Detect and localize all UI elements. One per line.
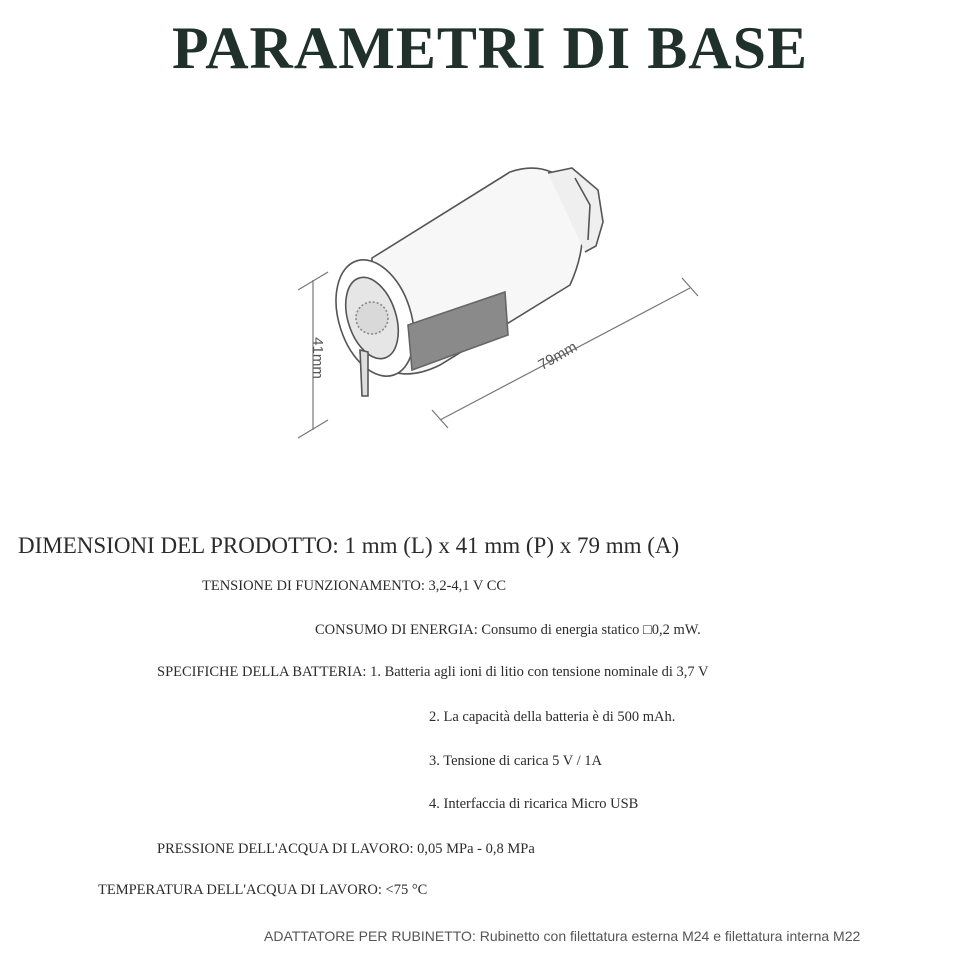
height-label: 41mm [309,337,326,379]
product-dimensions: DIMENSIONI DEL PRODOTTO: 1 mm (L) x 41 mm (P) x 79 mm (A) [18,533,680,558]
spec-charge-interface: 4. Interfaccia di ricarica Micro USB [429,796,639,812]
product-dimension-diagram [250,150,730,470]
spec-charge-voltage: 3. Tensione di carica 5 V / 1A [429,753,602,769]
page-title: PARAMETRI DI BASE [172,15,808,81]
spec-power: CONSUMO DI ENERGIA: Consumo di energia statico □0,2 mW. [315,622,701,638]
spec-battery: SPECIFICHE DELLA BATTERIA: 1. Batteria agli ioni di litio con tensione nominale di 3,7 V [157,664,709,680]
spec-water-temperature: TEMPERATURA DELL'ACQUA DI LAVORO: <75 °C [98,882,428,898]
faucet-adapter-note: ADATTATORE PER RUBINETTO: Rubinetto con filettatura esterna M24 e filettatura interna M22 [264,928,861,944]
spec-battery-capacity: 2. La capacità della batteria è di 500 mAh. [429,709,676,725]
spec-voltage: TENSIONE DI FUNZIONAMENTO: 3,2-4,1 V CC [202,578,507,594]
length-label: 79mm [535,338,581,374]
spec-water-pressure: PRESSIONE DELL'ACQUA DI LAVORO: 0,05 MPa - 0,8 MPa [157,841,535,857]
